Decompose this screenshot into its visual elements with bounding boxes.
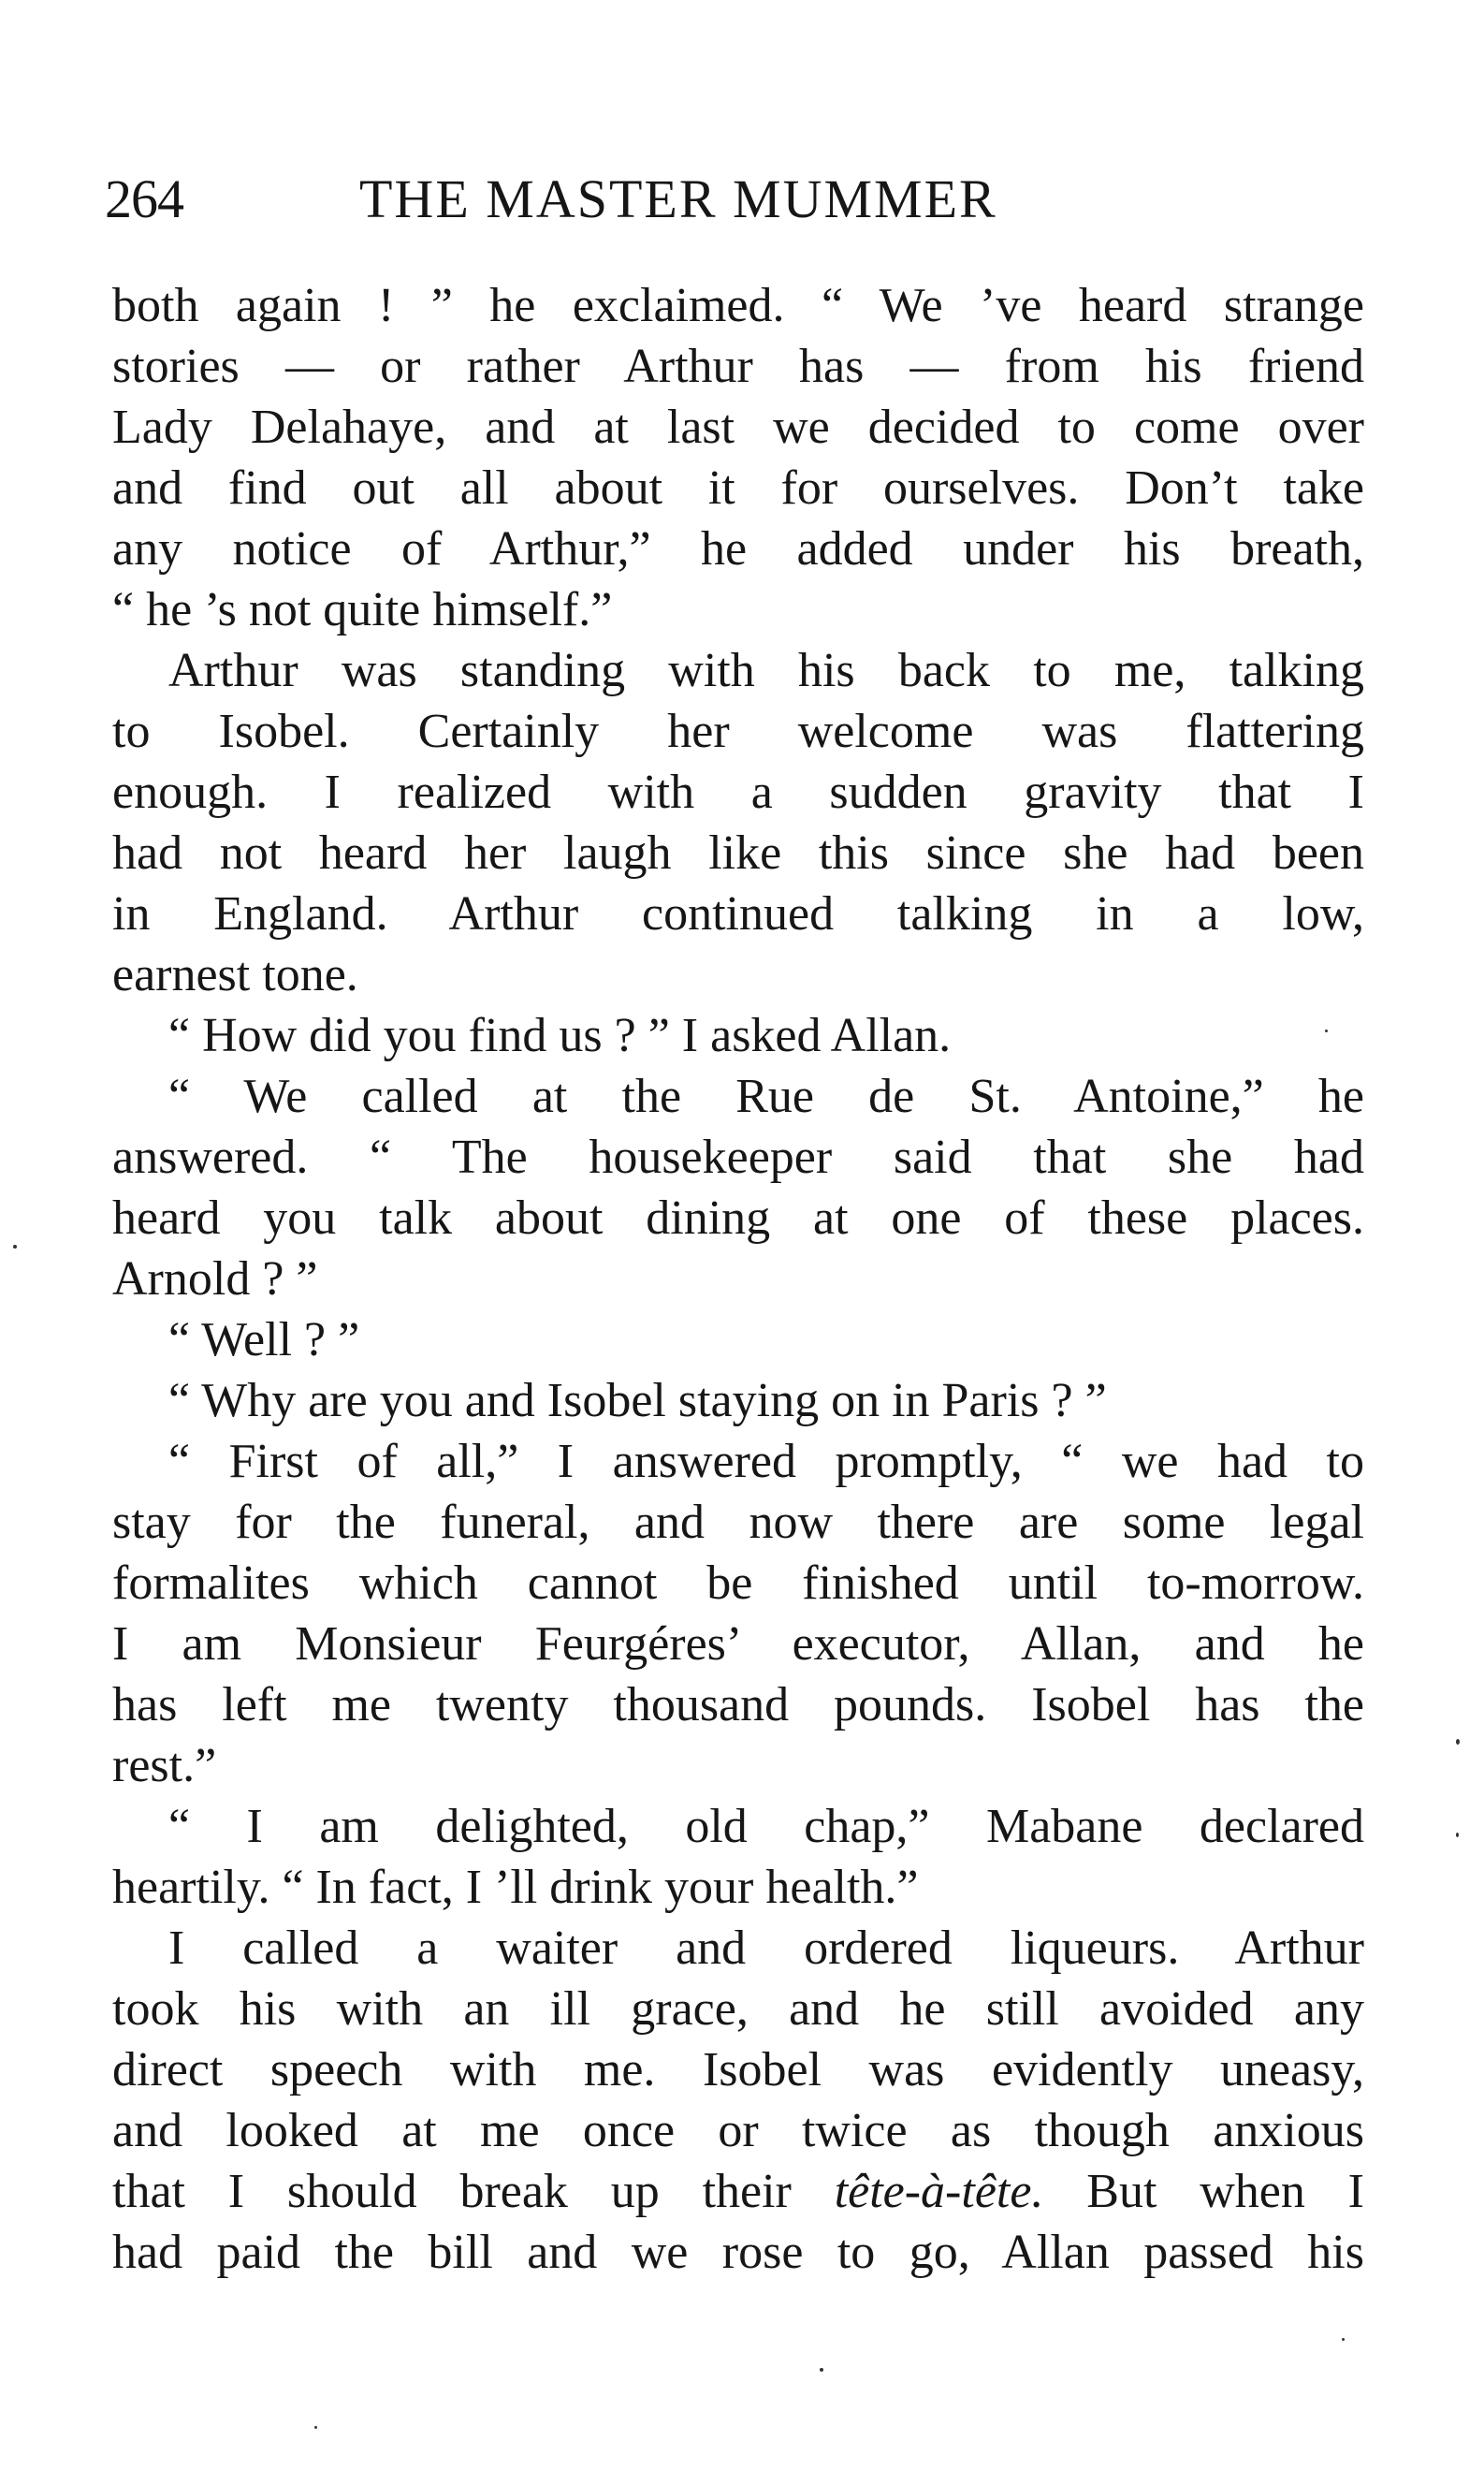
text-line: Lady Delahaye, and at last we decided to come over <box>112 401 1364 454</box>
text-line: both again ! ” he exclaimed. “ We ’ve heard strange <box>112 279 1364 332</box>
text-line: answered. “ The housekeeper said that she had <box>112 1131 1364 1184</box>
italic-phrase: tête-à-tête. <box>834 2165 1044 2218</box>
text-line: direct speech with me. Isobel was evidently uneasy, <box>112 2043 1364 2096</box>
body-text <box>112 275 1364 2283</box>
page-number: 264 <box>105 168 183 229</box>
text-line: and looked at me once or twice as though anxious <box>112 2104 1364 2157</box>
text-line: “ We called at the Rue de St. Antoine,” he <box>168 1070 1364 1123</box>
text-line: had not heard her laugh like this since she had been <box>112 826 1364 880</box>
text-line: Arthur was standing with his back to me, talking <box>168 644 1364 697</box>
text-line: formalites which cannot be finished until to-morrow. <box>112 1556 1364 1610</box>
text-line: “ he ’s not quite himself.” <box>112 583 613 636</box>
text-line: I am Monsieur Feurgéres’ executor, Allan, and he <box>112 1617 1364 1671</box>
text-line: “ Why are you and Isobel staying on in Paris ? ” <box>168 1374 1107 1427</box>
scan-speck <box>1325 1030 1328 1032</box>
scan-speck <box>820 2368 823 2372</box>
text-line: in England. Arthur continued talking in a low, <box>112 887 1364 941</box>
text-line: Arnold ? ” <box>112 1252 318 1306</box>
text-line: “ I am delighted, old chap,” Mabane declared <box>168 1800 1364 1853</box>
text-line: had paid the bill and we rose to go, Allan passed his <box>112 2226 1364 2279</box>
text-line: enough. I realized with a sudden gravity that I <box>112 766 1364 819</box>
text-line: heard you talk about dining at one of these places. <box>112 1191 1364 1245</box>
text-line: rest.” <box>112 1739 217 1792</box>
text-line: “ First of all,” I answered promptly, “ we had to <box>168 1435 1364 1488</box>
scan-speck <box>13 1245 17 1249</box>
text-line: I called a waiter and ordered liqueurs. Arthur <box>168 1921 1364 1975</box>
text-line: “ Well ? ” <box>168 1313 360 1366</box>
text-line: stay for the funeral, and now there are some legal <box>112 1496 1364 1549</box>
text-line: heartily. “ In fact, I ’ll drink your health.” <box>112 1861 919 1914</box>
scan-speck <box>1456 1739 1460 1745</box>
text-line: any notice of Arthur,” he added under his breath, <box>112 522 1364 576</box>
text-line: stories — or rather Arthur has — from his friend <box>112 340 1364 393</box>
text-line: earnest tone. <box>112 948 358 1001</box>
scan-speck <box>1342 2338 1345 2341</box>
running-head <box>105 157 1368 241</box>
text-fragment: But when I <box>1086 2165 1364 2218</box>
text-line-with-italic <box>112 2161 1364 2222</box>
scan-speck <box>314 2426 317 2429</box>
text-line: took his with an ill grace, and he still avoided any <box>112 1982 1364 2036</box>
scan-speck <box>1456 1833 1459 1837</box>
text-line: “ How did you find us ? ” I asked Allan. <box>168 1009 952 1062</box>
text-fragment: that I should break up their <box>112 2165 792 2218</box>
text-line: and find out all about it for ourselves. Don’t take <box>112 461 1364 515</box>
text-line: has left me twenty thousand pounds. Isobel has the <box>112 1678 1364 1731</box>
text-line: to Isobel. Certainly her welcome was flattering <box>112 705 1364 758</box>
page-title: THE MASTER MUMMER <box>359 168 997 229</box>
